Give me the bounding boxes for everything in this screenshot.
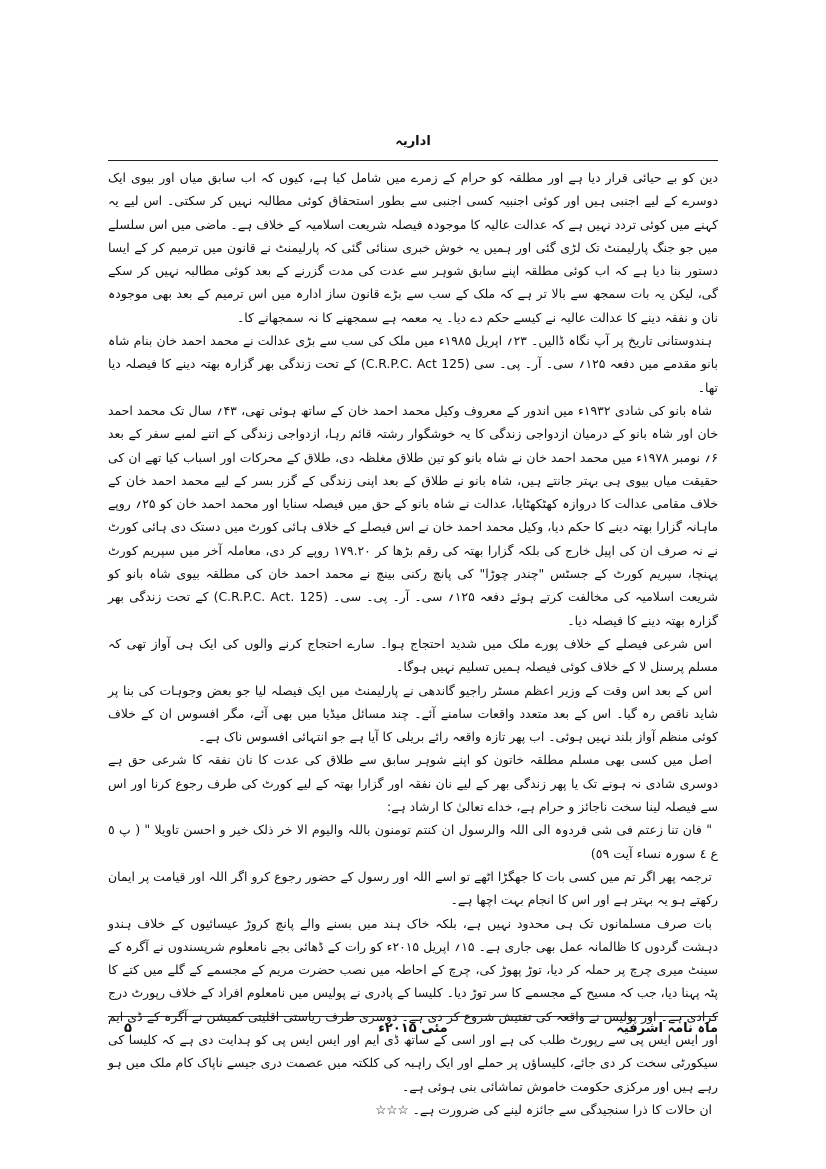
- paragraph-3: شاہ بانو کی شادی ۱۹۳۲ء میں اندور کے معروف وکیل محمد احمد خان کے ساتھ ہوئی تھی، ۴۳؍ سال تک محمد احمد خان اور شاہ بانو کے درمیان ازدواجی زندگی کا یہ خوشگوار رشتہ قائم رہا، ازدواجی زندگی کے اتنے لمبے سفر کے بعد ۶؍ نومبر ۱۹۷۸ء میں محمد احمد خان نے شاہ بانو کو تین طلاق مغلظہ دی، طلاق کے محرکات اور اسباب کیا تھے ان کی حقیقت میاں بیوی ہی بہتر جانتے ہیں، شاہ بانو نے طلاق کے بعد اپنی زندگی کے گزر بسر کے لیے محمد احمد خان کے خلاف مقامی عدالت کا دروازہ کھٹکھٹایا، عدالت نے شاہ بانو کے حق میں فیصلہ سنایا اور محمد احمد خان کو ۲۵؍ روپے ماہانہ گزارا بھتہ دینے کا حکم دیا، وکیل محمد احمد خان نے اس فیصلے کے خلاف ہائی کورٹ میں دستک دی ہائی کورٹ نے نہ صرف ان کی اپیل خارج کی بلکہ گزارا بھتہ کی رقم بڑھا کر ۱۷۹.۲۰ روپے کر دی، معاملہ آخر میں سپریم کورٹ پہنچا، سپریم کورٹ کے جسٹس "چندر چوڑا" کی پانچ رکنی بینچ نے محمد احمد خان کی مطلقہ بیوی شاہ بانو کو شریعت اسلامیہ کی مخالفت کرتے ہوئے دفعہ ۱۲۵؍ سی۔ آر۔ پی۔ سی۔ (C.R.P.C. Act. 125) کے تحت زندگی بھر گزارہ بھتہ دینے کا فیصلہ دیا۔: [108, 402, 719, 628]
- paragraph-1: دین کو بے حیائی قرار دیا ہے اور مطلقہ کو حرام کے زمرے میں شامل کیا ہے، کیوں کہ اب سابق میاں اور بیوی ایک دوسرے کے لیے اجنبی ہیں اور کوئی اجنبیہ کسی اجنبی سے بطور استحقاق کوئی مطالبہ نہیں کر سکتی۔ اس لیے یہ کہنے میں کوئی تردد نہیں ہے کہ عدالت عالیہ کا موجودہ فیصلہ شریعت اسلامیہ کے خلاف ہے۔ ماضی میں اس سلسلے میں جو جنگ پارلیمنٹ تک لڑی گئی اور ہمیں یہ خوش خبری سنائی گئی کہ پارلیمنٹ نے قانون میں ترمیم کر کے ایسا دستور بنا دیا ہے کہ اب کوئی مطلقہ اپنے سابق شوہر سے عدت کی مدت گزرنے کے بعد کوئی مطالبہ نہیں کر سکے گی، لیکن یہ بات سمجھ سے بالا تر ہے کہ ملک کے سب سے بڑے قانون ساز ادارہ میں اس ترمیم کے بعد بھی موجودہ نان و نفقہ دینے کا عدالت عالیہ نے کیسے حکم دے دیا۔ یہ معمہ ہے سمجھنے کا نہ سمجھانے کا۔: [108, 170, 718, 325]
- header-divider: [108, 160, 718, 161]
- quran-quote: " فان تنا زعتم فی شی فردوہ الی اللہ والرسول ان کنتم تومنون باللہ والیوم الا خر ذلک خیر و احسن تاویلا " ( پ ٥ ع ٤ سورہ نساء آیت ٥٩): [108, 822, 718, 861]
- page-footer: [108, 1021, 718, 1045]
- page-number: ۵: [124, 1021, 132, 1036]
- editorial-body: [108, 166, 718, 1121]
- paragraph-5: اس کے بعد اس وقت کے وزیر اعظم مسٹر راجیو گاندھی نے پارلیمنٹ میں ایک فیصلہ لیا جو بعض وجوہات کی بنا پر شاید ناقص رہ گیا۔ اس کے بعد متعدد واقعات سامنے آئے۔ چند مسائل میڈیا میں بھی آئے، مگر افسوس ان کے خلاف کوئی منظم آواز بلند نہیں ہوئی۔ اب پھر تازہ واقعہ رائے بریلی کا آیا ہے جو انتہائی افسوس ناک ہے۔: [108, 682, 718, 745]
- closing-paragraph: ان حالات کا ذرا سنجیدگی سے جائزہ لینے کی ضرورت ہے۔ ☆☆☆: [375, 1101, 712, 1117]
- issue-date: مئی ۲۰۱۵ء: [378, 1021, 448, 1036]
- page-title: اداریہ: [395, 134, 431, 149]
- footer-divider: [108, 1016, 718, 1017]
- translation-paragraph: ترجمہ پھر اگر تم میں کسی بات کا جھگڑا اٹھے تو اسے اللہ اور رسول کے حضور رجوع کرو اگر اللہ اور قیامت پر ایمان رکھتے ہو یہ بہتر ہے اور اس کا انجام بہت اچھا ہے۔: [108, 868, 718, 908]
- paragraph-9: بات صرف مسلمانوں تک ہی محدود نہیں ہے، بلکہ خاک ہند میں بسنے والے پانچ کروڑ عیسائیوں کے خلاف ہندو دہشت گردوں کا ظالمانہ عمل بھی جاری ہے۔ ۱۵؍ اپریل ۲۰۱۵ء کو رات کے ڈھائی بجے نامعلوم شرپسندوں نے آگرہ کے سینٹ میری چرچ پر حملہ کر دیا، توڑ پھوڑ کی، چرچ کے احاطہ میں نصب حضرت مریم کے مجسمے کے گلے میں کتے کا پٹہ پہنا دیا، جب کہ مسیح کے مجسمے کا سر توڑ دیا۔ کلیسا کے پادری نے پولیس میں نامعلوم افراد کے خلاف رپورٹ درج کرادی ہے۔ اور پولیس نے واقعہ کی تفتیش شروع کر دی ہے۔ دوسری طرف ریاستی اقلیتی کمیشن نے آگرہ کے ڈی ایم اور ایس ایس پی سے رپورٹ طلب کی ہے اور اسی کے ساتھ ڈی ایم اور ایس ایس پی کو ہدایت دی ہے کہ کلیسا کی سیکورٹی سخت کر دی جائے، کلیساؤں پر حملے اور ایک راہبہ کی کلکتہ میں عصمت دری جیسے ناپاک کام ملک میں ہو رہے ہیں اور مرکزی حکومت خاموش تماشائی بنی ہوئی ہے۔: [108, 915, 719, 1094]
- paragraph-2: ہندوستانی تاریخ پر آپ نگاہ ڈالیں۔ ۲۳؍ اپریل ۱۹۸۵ء میں ملک کی سب سے بڑی عدالت نے محمد احمد خان بنام شاہ بانو مقدمے میں دفعہ ۱۲۵؍ سی۔ آر۔ پی۔ سی (C.R.P.C. Act 125) کے تحت زندگی بھر گزارہ بھتہ دینے کا فیصلہ دیا تھا۔: [108, 333, 718, 395]
- paragraph-6: اصل میں کسی بھی مسلم مطلقہ خاتون کو اپنے شوہر سابق سے طلاق کی عدت کا نان نفقہ کا شرعی حق ہے دوسری شادی نہ ہونے تک یا پھر زندگی بھر کے لیے نان نفقہ اور گزارا بھتہ کے لیے کورٹ کی طرف رجوع کرنا اور اس سے فیصلہ لینا سخت ناجائز و حرام ہے، خداے تعالیٰ کا ارشاد ہے:: [108, 752, 718, 815]
- magazine-name: ماہ نامہ اشرفیہ: [616, 1021, 718, 1036]
- paragraph-4: اس شرعی فیصلے کے خلاف پورے ملک میں شدید احتجاج ہوا۔ سارے احتجاج کرنے والوں کی ایک ہی آواز تھی کہ مسلم پرسنل لا کے خلاف کوئی فیصلہ ہمیں تسلیم نہیں ہوگا۔: [108, 635, 718, 675]
